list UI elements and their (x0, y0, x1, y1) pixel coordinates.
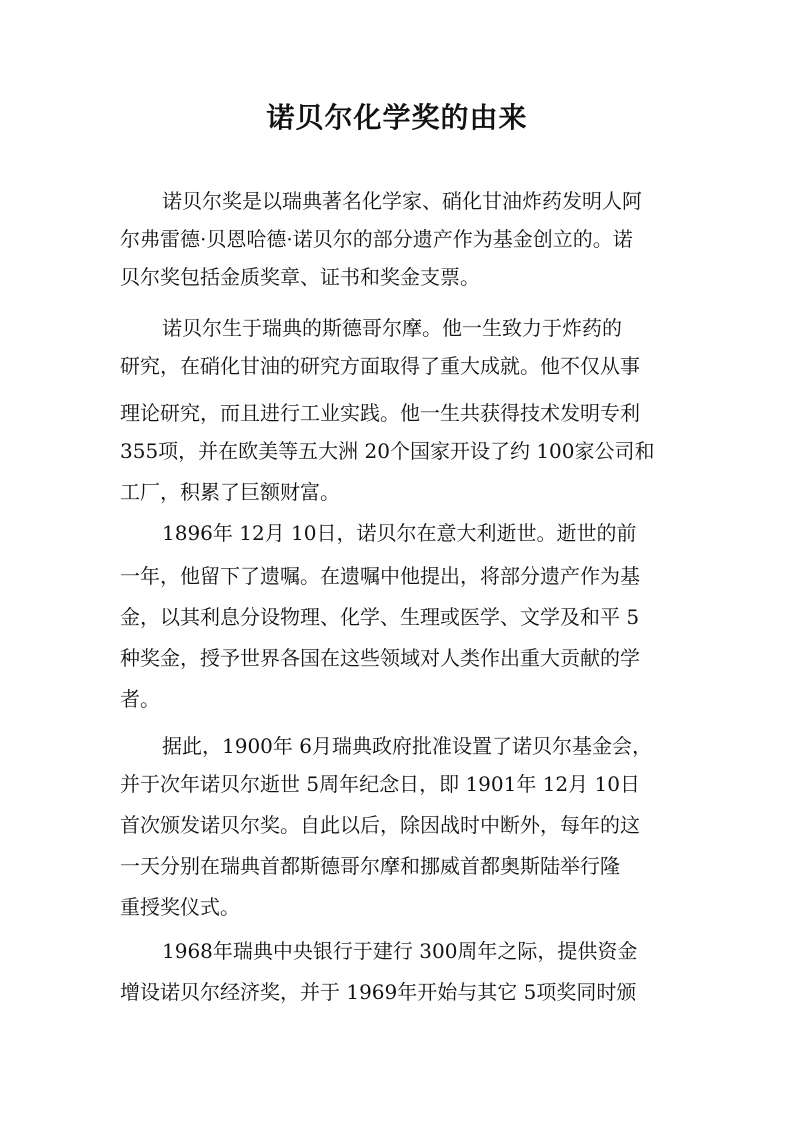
text-line-16: 首次颁发诺贝尔奖。自此以后，除因战时中断外，每年的这 (120, 813, 640, 837)
text-line-2: 尔弗雷德·贝恩哈德·诺贝尔的部分遗产作为基金创立的。诺 (120, 227, 633, 251)
text-line-13: 者。 (120, 687, 160, 711)
text-line-19: 1968年瑞典中央银行于建行 300周年之际，提供资金 (162, 939, 638, 963)
text-line-18: 重授奖仪式。 (120, 895, 240, 919)
text-line-12: 种奖金，授予世界各国在这些领域对人类作出重大贡献的学 (120, 646, 640, 670)
text-line-5: 研究，在硝化甘油的研究方面取得了重大成就。他不仅从事 (120, 354, 640, 378)
text-line-1: 诺贝尔奖是以瑞典著名化学家、硝化甘油炸药发明人阿 (162, 189, 642, 213)
text-line-7: 355项，并在欧美等五大洲 20个国家开设了约 100家公司和 (120, 439, 655, 463)
text-line-15: 并于次年诺贝尔逝世 5周年纪念日，即 1901年 12月 10日 (120, 772, 640, 796)
text-line-6: 理论研究，而且进行工业实践。他一生共获得技术发明专利 (120, 401, 640, 425)
text-line-10: 一年，他留下了遗嘱。在遗嘱中他提出，将部分遗产作为基 (120, 564, 640, 588)
page-title: 诺贝尔化学奖的由来 (266, 101, 528, 134)
text-line-8: 工厂，积累了巨额财富。 (120, 480, 340, 504)
text-line-4: 诺贝尔生于瑞典的斯德哥尔摩。他一生致力于炸药的 (162, 316, 622, 340)
text-line-11: 金，以其利息分设物理、化学、生理或医学、文学及和平 5 (120, 605, 640, 629)
text-line-3: 贝尔奖包括金质奖章、证书和奖金支票。 (120, 265, 480, 289)
text-line-14: 据此，1900年 6月瑞典政府批准设置了诺贝尔基金会， (162, 734, 652, 758)
text-line-20: 增设诺贝尔经济奖，并于 1969年开始与其它 5项奖同时颁 (120, 980, 637, 1004)
text-line-17: 一天分别在瑞典首都斯德哥尔摩和挪威首都奥斯陆举行隆 (120, 854, 620, 878)
text-line-9: 1896年 12月 10日，诺贝尔在意大利逝世。逝世的前 (162, 521, 637, 545)
